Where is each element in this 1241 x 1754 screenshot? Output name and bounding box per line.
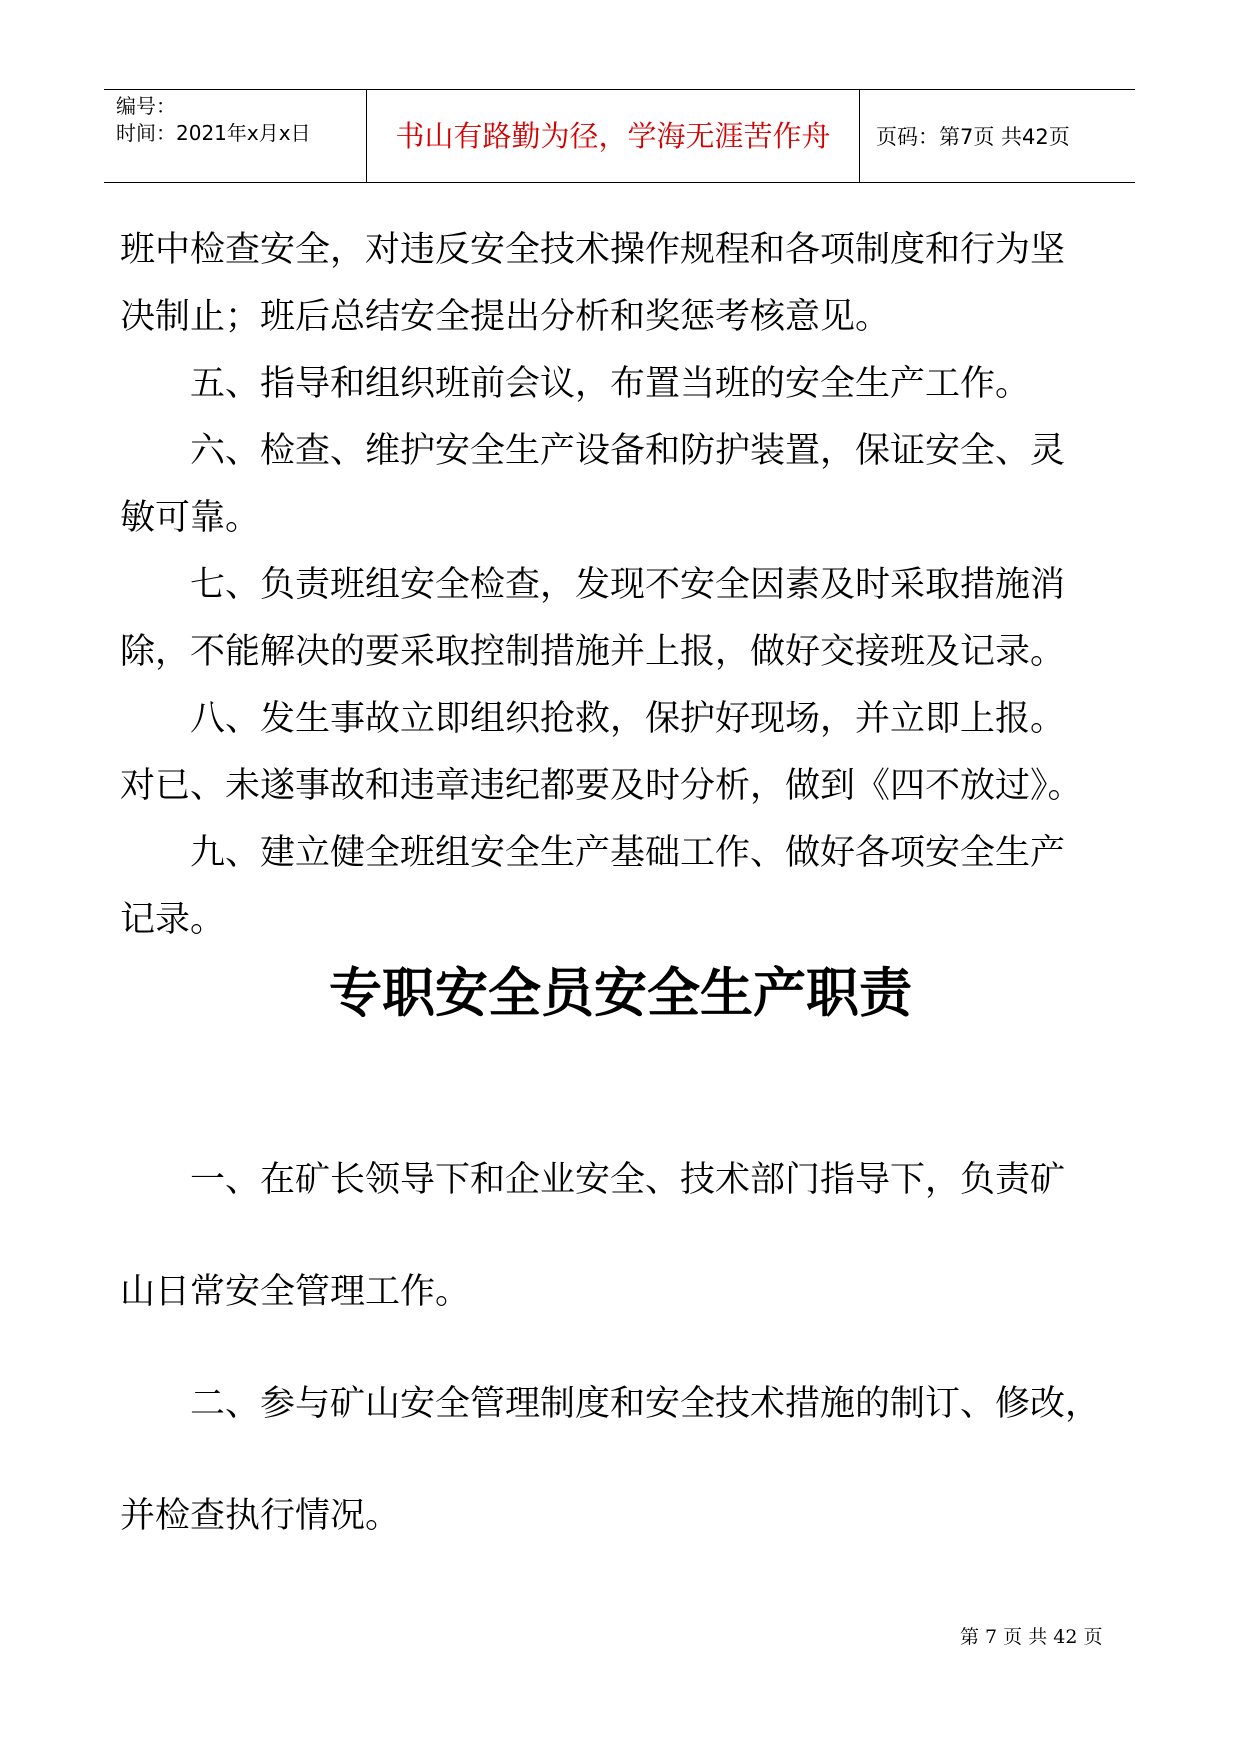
document-time-label: 时间：2021年x月x日 bbox=[116, 121, 311, 145]
paragraph-line: 八、发生事故立即组织抢救，保护好现场，并立即上报。 bbox=[120, 699, 1066, 739]
section-line: 山日常安全管理工作。 bbox=[120, 1272, 471, 1312]
paragraph-line: 决制止；班后总结安全提出分析和奖惩考核意见。 bbox=[120, 297, 891, 337]
section-line: 二、参与矿山安全管理制度和安全技术措施的制订、修改， bbox=[120, 1384, 1101, 1424]
paragraph-line: 对已、未遂事故和违章违纪都要及时分析，做到《四不放过》。 bbox=[120, 766, 1083, 806]
page-header bbox=[104, 89, 1135, 183]
header-motto-cell bbox=[366, 90, 860, 182]
header-page-info: 页码：第7页 共42页 bbox=[876, 125, 1070, 149]
section-title: 专职安全员安全生产职责 bbox=[329, 963, 912, 1024]
paragraph-line: 除，不能解决的要采取控制措施并上报，做好交接班及记录。 bbox=[120, 632, 1066, 672]
paragraph-line: 记录。 bbox=[120, 900, 226, 940]
paragraph-line: 五、指导和组织班前会议，布置当班的安全生产工作。 bbox=[120, 364, 1031, 404]
section-line: 并检查执行情况。 bbox=[120, 1496, 401, 1536]
page-footer: 第 7 页 共 42 页 bbox=[960, 1626, 1103, 1648]
paragraph-line: 七、负责班组安全检查，发现不安全因素及时采取措施消 bbox=[120, 565, 1066, 605]
document-number-label: 编号： bbox=[116, 94, 176, 118]
header-page-cell bbox=[860, 90, 1135, 182]
header-left-cell bbox=[104, 90, 366, 182]
paragraph-line: 九、建立健全班组安全生产基础工作、做好各项安全生产 bbox=[120, 833, 1066, 873]
header-motto: 书山有路勤为径，学海无涯苦作舟 bbox=[395, 119, 831, 153]
paragraph-line: 敏可靠。 bbox=[120, 498, 261, 538]
section-line: 一、在矿长领导下和企业安全、技术部门指导下，负责矿 bbox=[120, 1160, 1066, 1200]
paragraph-line: 班中检查安全，对违反安全技术操作规程和各项制度和行为坚 bbox=[120, 230, 1066, 270]
paragraph-line: 六、检查、维护安全生产设备和防护装置，保证安全、灵 bbox=[120, 431, 1066, 471]
